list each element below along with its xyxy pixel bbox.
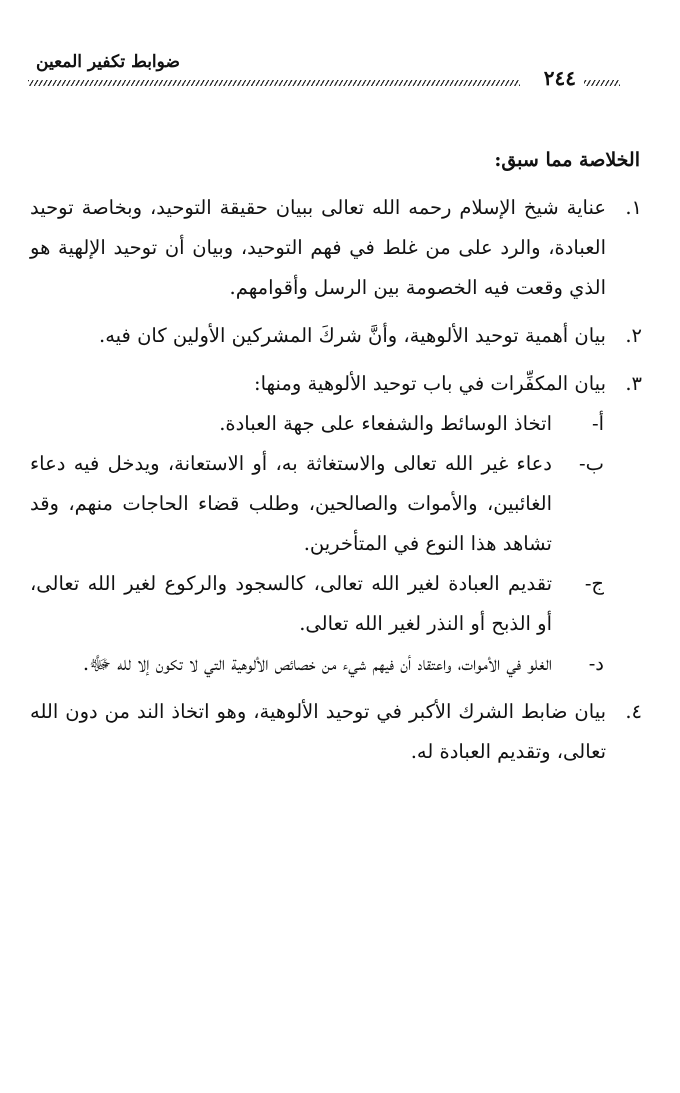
sub-item-letter: ج- bbox=[584, 572, 604, 595]
item-text: بيان ضابط الشرك الأكبر في توحيد الألوهية، وهو اتخاذ الند من دون الله تعالى، وتقديم العبادة له. bbox=[30, 700, 606, 763]
item-number: ١. bbox=[625, 196, 642, 219]
item-text: بيان المكفِّرات في باب توحيد الألوهية ومنها: bbox=[254, 372, 606, 395]
sub-item-text: دعاء غير الله تعالى والاستغاثة به، أو الاستعانة، ويدخل فيه دعاء الغائبين، والأموات والصالحين، وطلب قضاء الحاجات منهم، وقد تشاهد هذا النوع في المتأخرين. bbox=[30, 452, 552, 555]
sub-item-c bbox=[30, 564, 606, 644]
sub-item-d bbox=[30, 644, 606, 684]
sub-list bbox=[30, 404, 606, 684]
item-number: ٤. bbox=[625, 700, 642, 723]
header-rule bbox=[28, 80, 520, 86]
item-text: عناية شيخ الإسلام رحمه الله تعالى ببيان حقيقة التوحيد، وبخاصة توحيد العبادة، والرد على من غلط في فهم التوحيد، وبيان أن توحيد الإلهية هو الذي وقعت فيه الخصومة بين الرسل وأقوامهم. bbox=[30, 196, 606, 299]
sub-item-b bbox=[30, 444, 606, 564]
sub-item-text: الغلو في الأموات، واعتقاد أن فيهم شيء من خصائص الألوهية التي لا تكون إلا لله ﷻ. bbox=[82, 652, 552, 675]
item-number: ٢. bbox=[625, 324, 642, 347]
summary-item-1 bbox=[30, 188, 646, 308]
summary-item-4 bbox=[30, 692, 646, 772]
section-heading: الخلاصة مما سبق: bbox=[494, 149, 640, 171]
sub-item-letter: ب- bbox=[579, 452, 604, 475]
sub-item-text: اتخاذ الوسائط والشفعاء على جهة العبادة. bbox=[219, 412, 552, 435]
sub-item-letter: د- bbox=[588, 652, 604, 675]
sub-item-a bbox=[30, 404, 606, 444]
summary-item-3 bbox=[30, 364, 646, 684]
item-number: ٣. bbox=[625, 372, 642, 395]
header-rule-end bbox=[584, 80, 620, 86]
running-header bbox=[28, 52, 620, 92]
page-number: ٢٤٤ bbox=[540, 66, 580, 90]
header-title: ضوابط تكفير المعين bbox=[36, 52, 180, 72]
summary-item-2 bbox=[30, 316, 646, 356]
sub-item-text: تقديم العبادة لغير الله تعالى، كالسجود والركوع لغير الله تعالى، أو الذبح أو النذر لغير الله تعالى. bbox=[30, 572, 552, 635]
page-body bbox=[30, 140, 646, 780]
sub-item-letter: أ- bbox=[591, 412, 604, 435]
item-text: بيان أهمية توحيد الألوهية، وأنَّ شركَ المشركين الأولين كان فيه. bbox=[99, 324, 606, 347]
